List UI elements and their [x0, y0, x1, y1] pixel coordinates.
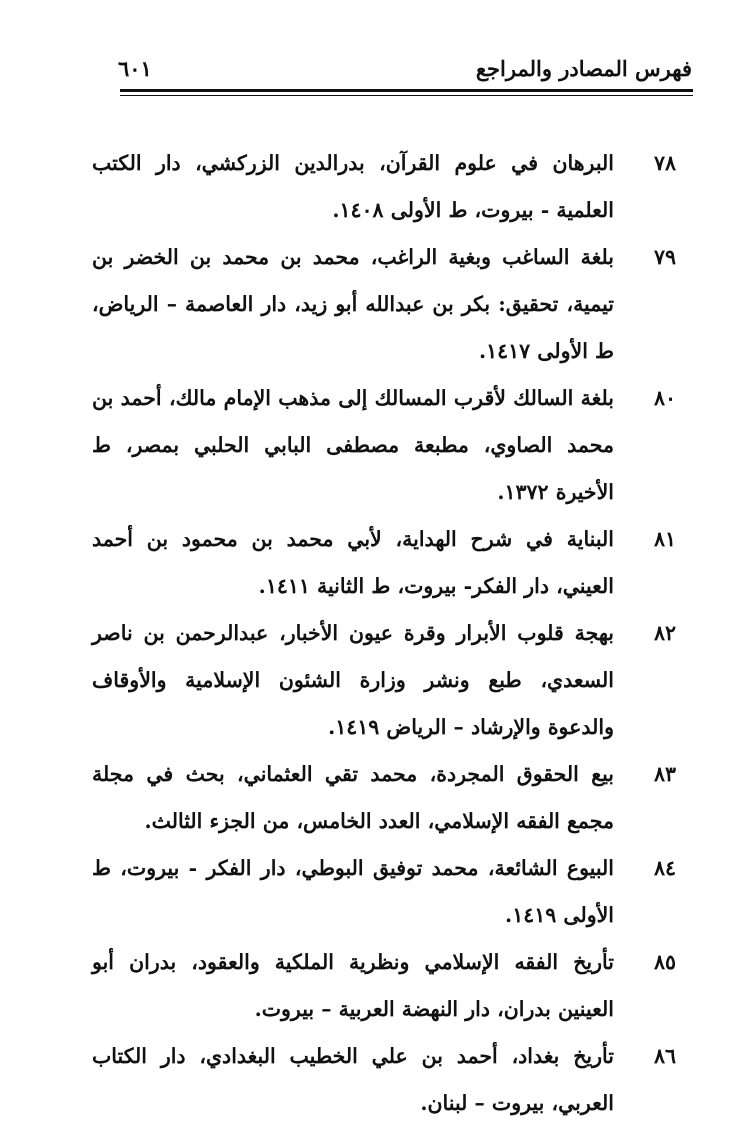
page-header — [118, 52, 692, 86]
reference-text: بلغة السالك لأقرب المسالك إلى مذهب الإمام مالك، أحمد بن محمد الصاوي، مطبعة مصطفى البابي الحلبي بمصر، ط الأخيرة ١٣٧٢. — [92, 386, 614, 504]
reference-number: ٧٩ — [653, 245, 676, 269]
reference-text: البناية في شرح الهداية، لأبي محمد بن محمود بن أحمد العيني، دار الفكر- بيروت، ط الثانية ١٤١١. — [92, 527, 614, 598]
reference-number: ٨٥ — [653, 950, 676, 974]
reference-number: ٨٠ — [653, 386, 676, 410]
reference-number: ٨٦ — [653, 1044, 676, 1068]
reference-item — [92, 845, 682, 939]
reference-number: ٨٢ — [653, 621, 676, 645]
reference-item — [92, 610, 682, 751]
reference-item — [92, 751, 682, 845]
header-rule-thick — [120, 89, 693, 92]
header-rule-thin — [120, 95, 693, 96]
reference-text: بيع الحقوق المجردة، محمد تقي العثماني، بحث في مجلة مجمع الفقه الإسلامي، العدد الخامس، من الجزء الثالث. — [92, 762, 614, 833]
reference-item — [92, 516, 682, 610]
reference-number: ٨٤ — [653, 856, 676, 880]
reference-item — [92, 375, 682, 516]
reference-number: ٧٨ — [653, 151, 676, 175]
reference-list — [92, 140, 682, 1127]
reference-text: بلغة الساغب وبغية الراغب، محمد بن محمد بن الخضر بن تيمية، تحقيق: بكر بن عبدالله أبو زيد، دار العاصمة – الرياض، ط الأولى ١٤١٧. — [92, 245, 614, 363]
reference-item — [92, 939, 682, 1033]
reference-item — [92, 1033, 682, 1127]
reference-text: تأريخ بغداد، أحمد بن علي الخطيب البغدادي، دار الكتاب العربي، بيروت – لبنان. — [92, 1044, 614, 1115]
reference-text: بهجة قلوب الأبرار وقرة عيون الأخبار، عبدالرحمن بن ناصر السعدي، طبع ونشر وزارة الشئون الإسلامية والأوقاف والدعوة والإرشاد – الرياض ١٤١٩. — [92, 621, 614, 739]
reference-number: ٨١ — [653, 527, 676, 551]
reference-text: تأريخ الفقه الإسلامي ونظرية الملكية والعقود، بدران أبو العينين بدران، دار النهضة العربية – بيروت. — [92, 950, 614, 1021]
reference-text: البيوع الشائعة، محمد توفيق البوطي، دار الفكر - بيروت، ط الأولى ١٤١٩. — [92, 856, 614, 927]
reference-item — [92, 234, 682, 375]
running-title: فهرس المصادر والمراجع — [475, 56, 692, 81]
page-number: ٦٠١ — [118, 56, 152, 81]
reference-item — [92, 140, 682, 234]
reference-number: ٨٣ — [653, 762, 676, 786]
reference-text: البرهان في علوم القرآن، بدرالدين الزركشي، دار الكتب العلمية - بيروت، ط الأولى ١٤٠٨. — [92, 151, 614, 222]
